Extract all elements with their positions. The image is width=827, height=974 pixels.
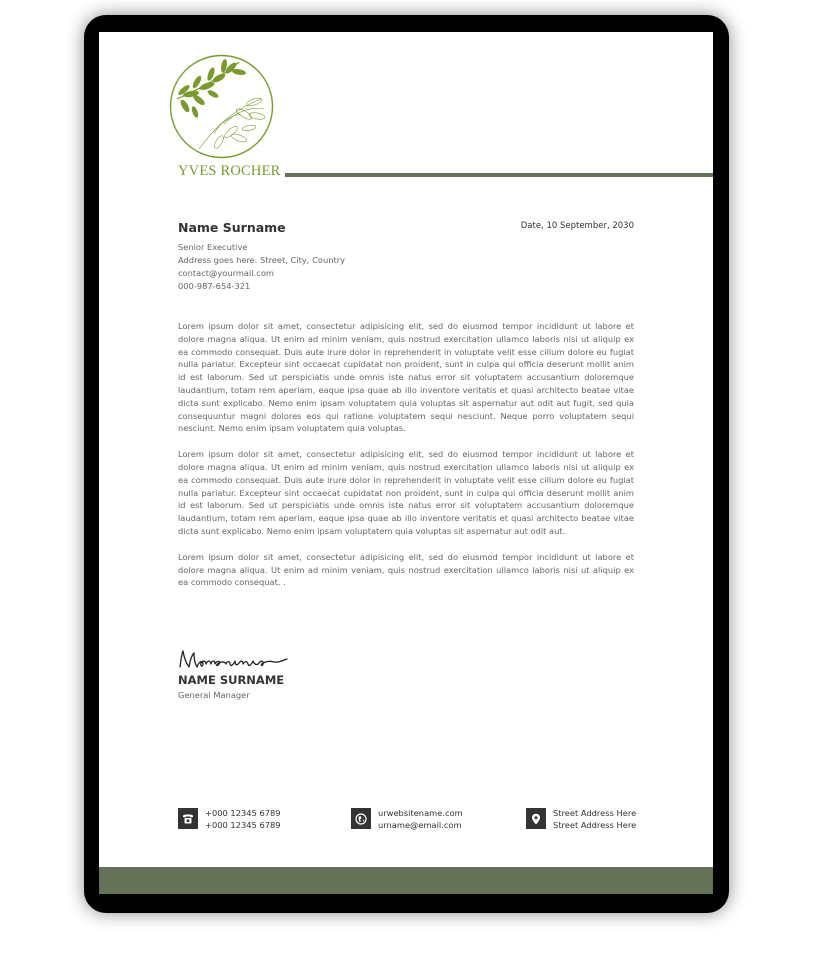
sender-phone: 000-987-654-321 [178, 281, 251, 291]
letter-date: Date, 10 September, 2030 [520, 221, 634, 231]
sender-details [178, 241, 345, 293]
location-pin-icon [526, 808, 546, 829]
letter-body [178, 320, 634, 602]
brand-name: YVES ROCHER [178, 163, 281, 179]
sender-title: Senior Executive [178, 242, 248, 252]
email-line[interactable]: urname@email.com [378, 819, 462, 830]
olive-branch-logo-icon [169, 54, 274, 159]
closing-title: General Manager [178, 690, 250, 700]
footer-band [99, 867, 713, 894]
globe-icon [351, 808, 371, 829]
body-paragraph: Lorem ipsum dolor sit amet, consectetur adipisicing elit, sed do eiusmod tempor incididunt ut labore et dolore magna aliqua. Ut enim ad minim veniam, quis nostrud exercitation ullamco laboris nisi ut aliquip ex ea commodo consequat. Duis aute irure dolor in reprehenderit in voluptate velit esse cillum dolore eu fugiat nulla pariatur. Excepteur sint occaecat cupidatat non proident, sunt in culpa qui officia deserunt mollit anim id est laborum. Sed ut perspiciatis unde omnis iste natus error sit voluptatem accusantium doloremque laudantium, totam rem aperiam, eaque ipsa quae ab illo inventore veritatis et quasi architecto beatae vitae dicta sunt explicabo. Nemo enim ipsam voluptatem quia voluptas sit aspernatur aut odit aut. [178, 449, 634, 536]
header-rule [285, 173, 713, 177]
address-line-1: Street Address Here [553, 808, 637, 818]
address-line-2: Street Address Here [553, 819, 637, 830]
body-paragraph: Lorem ipsum dolor sit amet, consectetur adipisicing elit, sed do eiusmod tempor incididunt ut labore et dolore magna aliqua. Ut enim ad minim veniam, quis nostrud exercitation ullamco laboris nisi ut aliquip ex ea commodo consequat. . [178, 551, 634, 588]
phone-line-1: +000 12345 6789 [205, 808, 281, 818]
phone-line-2: +000 12345 6789 [205, 819, 281, 830]
handwritten-signature [175, 645, 295, 675]
footer-address [526, 808, 636, 831]
sender-address: Address goes here. Street, City, Country [178, 255, 346, 265]
footer-phone [178, 808, 281, 831]
footer-web [351, 808, 463, 831]
sender-name: Name Surname [178, 220, 286, 235]
letterhead-page [99, 32, 713, 894]
sender-email: contact@yourmail.com [178, 268, 274, 278]
body-paragraph: Lorem ipsum dolor sit amet, consectetur adipisicing elit, sed do eiusmod tempor incididunt ut labore et dolore magna aliqua. Ut enim ad minim veniam, quis nostrud exercitation ullamco laboris nisi ut aliquip ex ea commodo consequat. Duis aute irure dolor in reprehenderit in voluptate velit esse cillum dolore eu fugiat nulla pariatur. Excepteur sint occaecat cupidatat non proident, sunt in culpa qui officia deserunt mollit anim id est laborum. Sed ut perspiciatis unde omnis iste natus error sit voluptatem accusantium doloremque laudantium, totam rem aperiam, eaque ipsa quae ab illo inventore veritatis et quasi architecto beatae vitae dicta sunt explicabo. Nemo enim ipsam voluptatem quia voluptas sit aspernatur aut odit aut fugit, sed quia consequuntur magni dolores eos qui ratione voluptatem sequi nesciunt. Neque porro voluptatem sequi nesciunt. Nemo enim ipsam voluptatem quia voluptas. [178, 321, 634, 434]
phone-icon [178, 808, 198, 829]
website-line[interactable]: urwebsitename.com [378, 808, 463, 818]
closing-name: NAME SURNAME [178, 673, 285, 687]
